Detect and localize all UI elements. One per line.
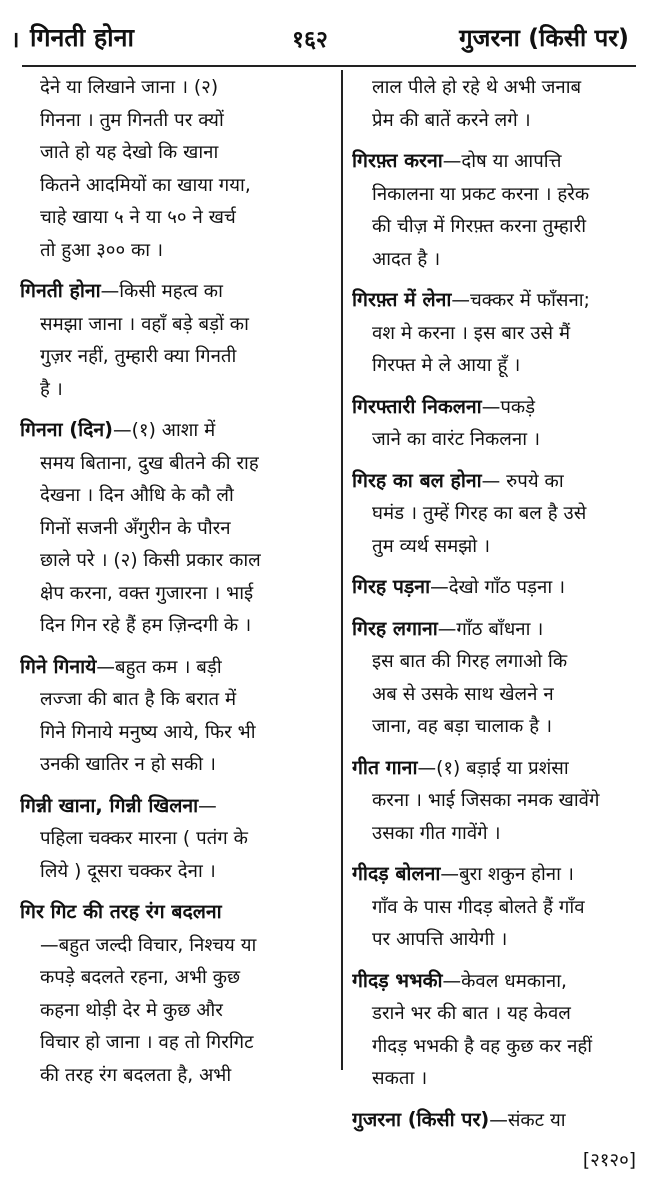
dictionary-entry	[20, 414, 332, 643]
entry-text: लाल पीले हो रहे थे अभी जनाब	[372, 77, 582, 98]
page-header	[0, 0, 651, 64]
entry-headword: गीदड़ बोलना	[352, 862, 441, 885]
dictionary-entry	[352, 72, 640, 137]
entry-text: समय बिताना, दुख बीतने की राह	[40, 452, 259, 474]
entry-text: की चीज़ में गिरफ़्त करना तुम्हारी	[372, 216, 587, 237]
entry-line	[352, 424, 640, 457]
right-column	[352, 72, 640, 1178]
entry-line	[352, 892, 640, 925]
entry-line	[352, 211, 640, 244]
entry-line	[352, 858, 640, 892]
entry-line	[352, 711, 640, 744]
entry-line	[352, 752, 640, 786]
entry-text: —केवल धमकाना,	[442, 970, 567, 992]
entry-text: —बुरा शकुन होना ।	[440, 864, 574, 885]
entry-line	[20, 856, 332, 889]
entry-text: जाते हो यह देखो कि खाना	[40, 142, 219, 163]
entry-text: गाँव के पास गीदड़ बोलते हैं गाँव	[372, 896, 585, 918]
entry-text: छाले परे । (२) किसी प्रकार काल	[40, 550, 261, 571]
footer-code: [२१२०]	[582, 1150, 636, 1171]
entry-text: अब से उसके साथ खेलने न	[372, 683, 554, 705]
entry-line	[20, 962, 332, 995]
entry-line	[20, 309, 332, 342]
dictionary-entry	[352, 965, 640, 1096]
entry-line	[352, 244, 640, 277]
entry-text: —किसी महत्व का	[100, 281, 223, 302]
entry-headword: गिरह का बल होना	[352, 468, 482, 492]
header-left-title: गिनती होना	[30, 23, 134, 52]
entry-text: —(१) बड़ाई या प्रशंसा	[417, 757, 569, 779]
entry-line	[20, 513, 332, 546]
entry-text: करना । भाई जिसका नमक खावेंगे	[372, 790, 600, 811]
entry-line	[352, 571, 640, 605]
entry-line	[352, 498, 640, 531]
entry-text: इस बात की गिरह लगाओ कि	[372, 651, 568, 672]
entry-text: —(१) आशा में	[113, 420, 216, 441]
entry-text: —बहुत जल्दी विचार, निश्चय या	[40, 934, 257, 956]
header-right-title: गुजरना (किसी पर)	[459, 24, 629, 52]
entry-line	[352, 679, 640, 712]
entry-line	[352, 1031, 640, 1064]
entry-line	[20, 72, 332, 105]
entry-text: देखना । दिन औधि के कौ लौ	[40, 485, 234, 506]
entry-line	[20, 275, 332, 309]
entry-line	[20, 578, 332, 611]
entry-headword: गीदड़ भभकी	[352, 968, 443, 992]
entry-headword: गिन्नी खाना, गिन्नी खिलना	[20, 793, 199, 817]
entry-text: पर आपत्ति आयेगी ।	[372, 929, 508, 950]
dictionary-entry	[20, 651, 332, 782]
entry-text: दिन गिन रहे हैं हम ज़िन्दगी के ।	[40, 615, 252, 636]
entry-text: —	[198, 795, 217, 817]
entry-line	[352, 105, 640, 138]
entry-line	[20, 651, 332, 685]
entry-text: उसका गीत गावेंगे ।	[372, 822, 501, 844]
entry-line	[20, 202, 332, 235]
entry-headword: गिने गिनाये	[20, 654, 97, 678]
entry-text: गिनना । तुम गिनती पर क्यों	[40, 109, 224, 131]
dictionary-entry	[20, 790, 332, 889]
entry-text: कहना थोड़ी देर मे कुछ और	[40, 999, 223, 1021]
entry-line	[20, 823, 332, 856]
entry-line	[20, 448, 332, 481]
entry-text: —पकड़े	[481, 396, 536, 418]
entry-headword: गिर गिट की तरह रंग बदलना	[20, 900, 222, 923]
page-number: १६२	[292, 27, 328, 53]
dictionary-entry	[352, 145, 640, 276]
dictionary-entry	[352, 571, 640, 605]
entry-line	[352, 350, 640, 383]
entry-line	[20, 1027, 332, 1060]
entry-line	[20, 137, 332, 170]
entry-text: लज्जा की बात है कि बरात में	[40, 689, 237, 710]
dictionary-entry	[352, 858, 640, 957]
entry-text: —बहुत कम । बड़ी	[96, 656, 222, 678]
entry-text: क्षेप करना, वक्त गुजारना । भाई	[40, 582, 254, 604]
entry-text: की तरह रंग बदलता है, अभी	[40, 1064, 232, 1086]
entry-text: — रुपये का	[481, 470, 564, 492]
dictionary-entry	[20, 275, 332, 406]
entry-text: कितने आदमियों का खाया गया,	[40, 174, 251, 196]
dictionary-entry	[352, 284, 640, 383]
entry-text: तुम व्यर्थ समझो ।	[372, 535, 491, 557]
entry-line	[20, 896, 332, 930]
dictionary-entry	[20, 72, 332, 267]
entry-line	[20, 717, 332, 750]
entry-text: वश मे करना । इस बार उसे मैं	[372, 322, 571, 344]
entry-text: प्रेम की बातें करने लगे ।	[372, 109, 531, 131]
entry-line	[352, 785, 640, 818]
dictionary-entry	[352, 465, 640, 564]
entry-text: गिरफ्त मे ले आया हूँ ।	[372, 355, 521, 376]
dictionary-entry	[20, 896, 332, 1092]
entry-line	[352, 284, 640, 318]
entry-line	[20, 170, 332, 203]
entry-line	[352, 924, 640, 957]
entry-text: चाहे खाया ५ ने या ५० ने खर्च	[40, 207, 236, 228]
entry-headword: गीत गाना	[352, 755, 418, 779]
entry-line	[20, 414, 332, 448]
entry-text: —संकट या	[489, 1109, 566, 1131]
entry-text: गिनों सजनी अँगुरीन के पौरन	[40, 517, 231, 539]
entry-headword: गुजरना (किसी पर)	[352, 1107, 490, 1131]
column-divider	[341, 70, 343, 1070]
entry-line	[20, 684, 332, 717]
entry-text: —दोष या आपत्ति	[442, 151, 562, 172]
entry-text: डराने भर की बात । यह केवल	[372, 1003, 571, 1024]
entry-line	[352, 465, 640, 499]
entry-text: समझा जाना । वहाँ बड़े बड़ों का	[40, 313, 249, 335]
entry-text: जाना, वह बड़ा चालाक है ।	[372, 716, 553, 737]
left-column	[20, 72, 332, 1100]
entry-text: पहिला चक्कर मारना ( पतंग के	[40, 828, 248, 849]
entry-text: जाने का वारंट निकलना ।	[372, 429, 541, 450]
entry-line	[20, 610, 332, 643]
dictionary-entry	[352, 1104, 640, 1138]
entry-line	[352, 613, 640, 647]
entry-text: विचार हो जाना । वह तो गिरगिट	[40, 1032, 254, 1053]
entry-text: गुज़र नहीं, तुम्हारी क्या गिनती	[40, 346, 237, 367]
entry-line	[352, 318, 640, 351]
dictionary-entry	[352, 613, 640, 744]
entry-line	[352, 391, 640, 425]
entry-text: गिने गिनाये मनुष्य आये, फिर भी	[40, 721, 256, 743]
entry-text: आदत है ।	[372, 248, 441, 270]
entry-headword: गिनती होना	[20, 279, 101, 302]
entry-text: उनकी खातिर न हो सकी ।	[40, 754, 216, 775]
entry-text: —चक्कर में फाँसना;	[451, 290, 590, 311]
entry-line	[20, 995, 332, 1028]
entry-line	[352, 965, 640, 999]
entry-text: देने या लिखाने जाना । (२)	[40, 77, 219, 98]
entry-text: तो हुआ ३०० का ।	[40, 239, 164, 261]
entry-text: निकालना या प्रकट करना । हरेक	[372, 183, 590, 205]
entry-line	[20, 480, 332, 513]
entry-line	[20, 749, 332, 782]
dictionary-entry	[352, 752, 640, 851]
entry-text: सकता ।	[372, 1068, 428, 1089]
entry-line	[352, 646, 640, 679]
entry-line	[20, 374, 332, 407]
entry-headword: गिरह पड़ना	[352, 575, 431, 598]
entry-text: गीदड़ भभकी है वह कुछ कर नहीं	[372, 1035, 593, 1057]
entry-line	[20, 1060, 332, 1093]
entry-line	[352, 998, 640, 1031]
header-rule	[22, 65, 636, 67]
entry-line	[352, 179, 640, 212]
entry-headword: गिरफ़्त करना	[352, 149, 443, 172]
entry-line	[352, 531, 640, 564]
entry-headword: गिरफ़्त में लेना	[352, 288, 452, 311]
entry-line	[20, 545, 332, 578]
entry-headword: गिरह लगाना	[352, 616, 438, 640]
entry-line	[20, 341, 332, 374]
entry-line	[352, 1104, 640, 1138]
entry-line	[352, 818, 640, 851]
entry-line	[352, 72, 640, 105]
entry-line	[20, 105, 332, 138]
entry-text: —देखो गाँठ पड़ना ।	[430, 577, 566, 598]
entry-text: कपड़े बदलते रहना, अभी कुछ	[40, 967, 241, 988]
entry-text: घमंड । तुम्हें गिरह का बल है उसे	[372, 503, 587, 524]
entry-line	[20, 790, 332, 824]
entry-headword: गिनना (दिन)	[20, 418, 114, 441]
entry-line	[20, 235, 332, 268]
entry-text: लिये ) दूसरा चक्कर देना ।	[40, 860, 216, 882]
entry-text: —गाँठ बाँधना ।	[437, 618, 544, 640]
dictionary-entry	[352, 391, 640, 457]
entry-line	[352, 145, 640, 179]
entry-line	[352, 1063, 640, 1096]
entry-line	[20, 930, 332, 963]
entry-text: है ।	[40, 378, 63, 400]
header-left-mark: ।	[11, 28, 20, 53]
entry-headword: गिरफ्तारी निकलना	[352, 394, 482, 418]
